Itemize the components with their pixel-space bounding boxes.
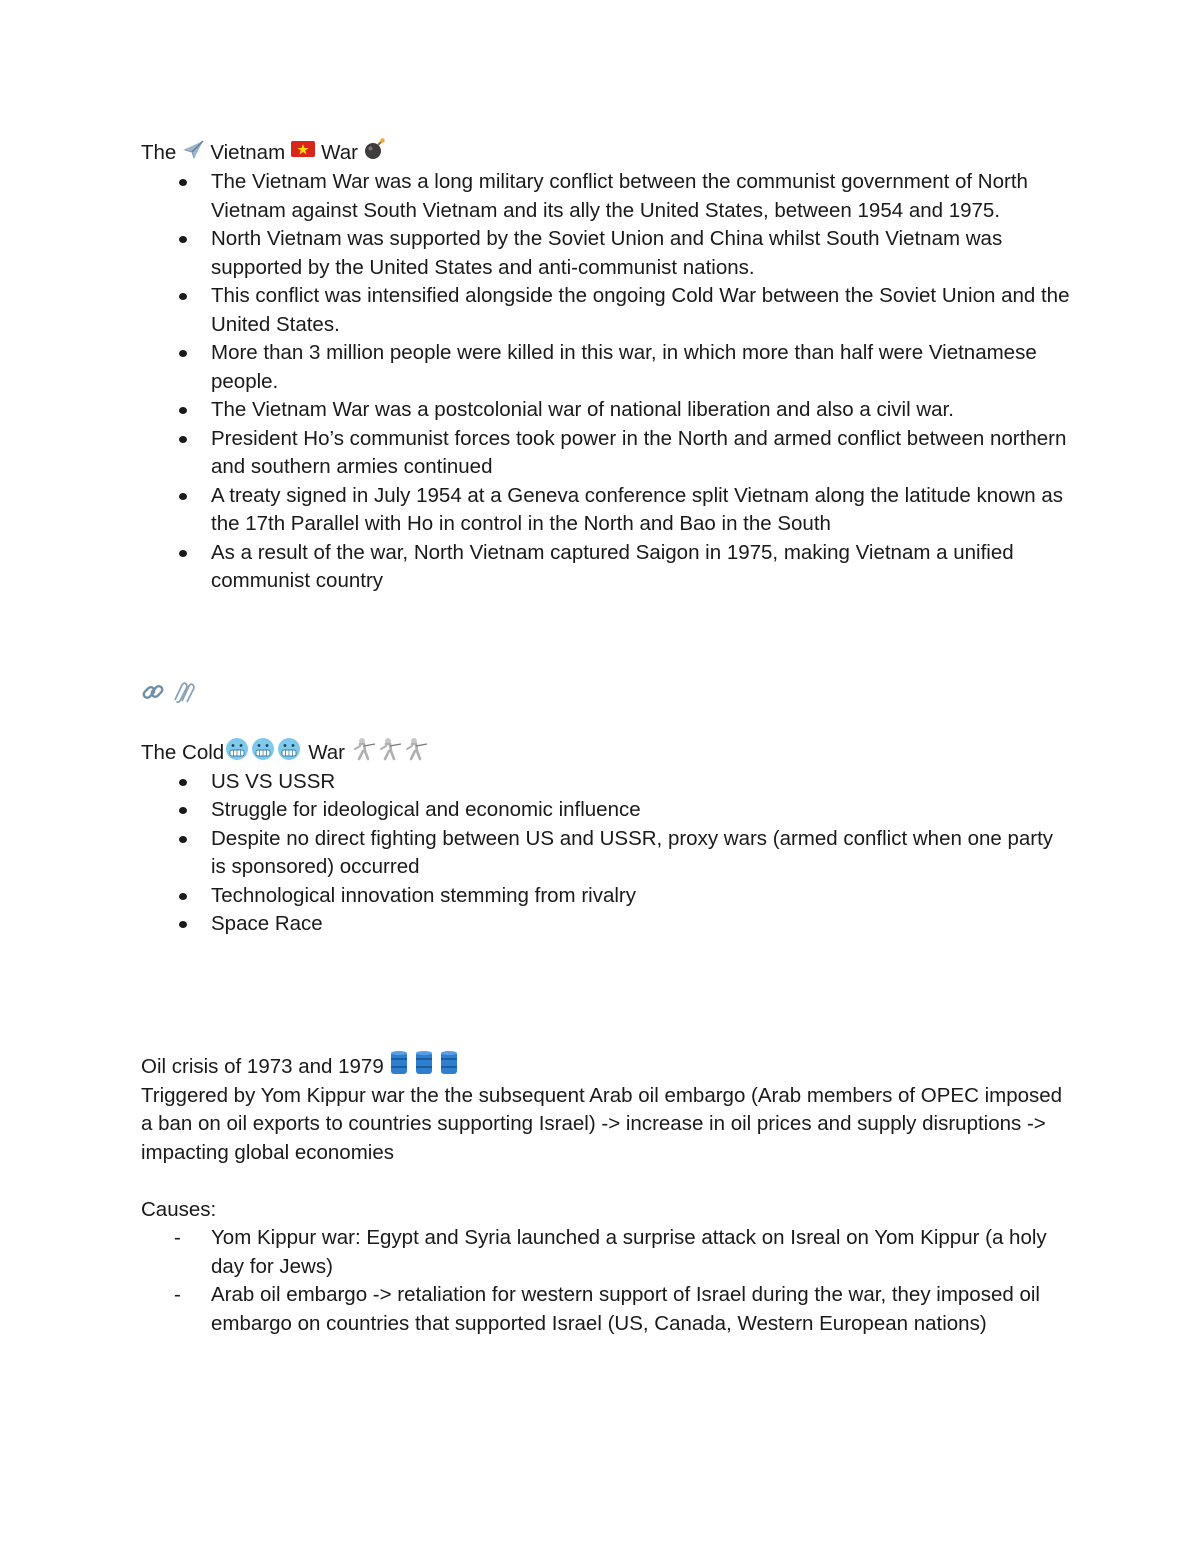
oil-drum-icon: [439, 1050, 459, 1085]
list-item: [141, 1224, 1071, 1281]
dash-bullet: -: [174, 1226, 181, 1249]
cold-war-heading: [141, 739, 1071, 768]
bullet-dot: [179, 550, 187, 557]
paperclips-icon: [170, 680, 196, 713]
bullet-dot: [179, 836, 187, 843]
bullet-dot: [179, 407, 187, 414]
oil-heading: [141, 1053, 1071, 1082]
list-item: [141, 539, 1071, 596]
cold-face-icon: [250, 737, 276, 770]
vietnam-flag-icon: [290, 139, 316, 168]
oil-title: Oil crisis of 1973 and 1979: [141, 1054, 384, 1078]
list-item: [141, 768, 1071, 797]
cold-face-icon: [276, 737, 302, 770]
link-icons-row: [141, 681, 1071, 712]
section-gap: [141, 596, 1071, 681]
list-item-text: Technological innovation stemming from rivalry: [211, 883, 636, 907]
list-item: [141, 225, 1071, 282]
list-item-text: Struggle for ideological and economic influence: [211, 798, 641, 821]
vietnam-title-mid: Vietnam: [210, 141, 286, 165]
section-gap: [141, 939, 1071, 1053]
bullet-dot: [179, 350, 187, 357]
list-item-text: As a result of the war, North Vietnam captured Saigon in 1975, making Vietnam a unified communist country: [211, 540, 1014, 592]
dash-bullet: -: [174, 1283, 181, 1306]
document-page: [141, 139, 1071, 1338]
bullet-dot: [179, 293, 187, 300]
cold-war-title-pre: The Cold: [141, 740, 225, 764]
list-item-text: This conflict was intensified alongside the ongoing Cold War between the Soviet Union and the United States.: [211, 284, 1070, 336]
list-item: [141, 396, 1071, 425]
vietnam-bullet-list: [141, 168, 1071, 596]
cold-war-title-post: War: [308, 740, 346, 764]
fencer-icon: [377, 736, 403, 771]
list-item: [141, 1281, 1071, 1338]
bullet-dot: [179, 436, 187, 443]
list-item: [141, 882, 1071, 911]
list-item: [141, 482, 1071, 539]
list-item: [141, 910, 1071, 939]
fencer-icon: [403, 736, 429, 771]
link-icon: [141, 680, 165, 713]
bullet-dot: [179, 179, 187, 186]
bullet-dot: [179, 779, 187, 786]
oil-paragraph: Triggered by Yom Kippur war the the subsequent Arab oil embargo (Arab members of OPEC imposed a ban on oil exports to countries supporting Israel) -> increase in oil prices and supply disruptions -> impacting global economies: [141, 1083, 1063, 1164]
list-item-text: President Ho’s communist forces took power in the North and armed conflict between northern and southern armies continued: [211, 426, 1067, 478]
list-item: [141, 282, 1071, 339]
section-gap: [141, 712, 1071, 739]
list-item: [141, 339, 1071, 396]
section-gap: [141, 1167, 1071, 1196]
list-item-text: North Vietnam was supported by the Soviet Union and China whilst South Vietnam was supported by the United States and anti-communist nations.: [211, 227, 1003, 279]
list-item-text: More than 3 million people were killed in this war, in which more than half were Vietnamese people.: [211, 341, 1037, 393]
bullet-dot: [179, 893, 187, 900]
list-item: [141, 425, 1071, 482]
list-item-text: US VS USSR: [211, 769, 336, 793]
bullet-dot: [179, 236, 187, 243]
vietnam-title-pre: The: [141, 141, 177, 165]
causes-label: Causes:: [141, 1197, 217, 1221]
bullet-dot: [179, 493, 187, 500]
vietnam-heading: [141, 139, 1071, 168]
list-item: [141, 796, 1071, 825]
fencer-icon: [351, 736, 377, 771]
list-item-text: Yom Kippur war: Egypt and Syria launched a surprise attack on Isreal on Yom Kippur (a holy day for Jews): [211, 1226, 1047, 1278]
bomb-icon: [363, 137, 387, 170]
bullet-dot: [179, 921, 187, 928]
airplane-icon: [181, 138, 205, 169]
list-item-text: The Vietnam War was a postcolonial war of national liberation and also a civil war.: [211, 398, 954, 421]
list-item-text: Space Race: [211, 912, 323, 935]
vietnam-title-post: War: [321, 141, 358, 165]
cold-face-icon: [224, 737, 250, 770]
causes-list: [141, 1224, 1071, 1338]
oil-drum-icon: [414, 1050, 434, 1085]
oil-drum-icon: [389, 1050, 409, 1085]
bullet-dot: [179, 807, 187, 814]
list-item-text: The Vietnam War was a long military conflict between the communist government of North Vietnam against South Vietnam and its ally the United States, between 1954 and 1975.: [211, 170, 1028, 222]
list-item: [141, 825, 1071, 882]
list-item: [141, 168, 1071, 225]
list-item-text: Arab oil embargo -> retaliation for western support of Israel during the war, they imposed oil embargo on countries that supported Israel (US, Canada, Western European nations): [211, 1283, 1040, 1335]
cold-war-bullet-list: [141, 768, 1071, 939]
list-item-text: Despite no direct fighting between US and USSR, proxy wars (armed conflict when one party is sponsored) occurred: [211, 826, 1054, 878]
list-item-text: A treaty signed in July 1954 at a Geneva conference split Vietnam along the latitude known as the 17th Parallel with Ho in control in the North and Bao in the South: [211, 483, 1064, 535]
